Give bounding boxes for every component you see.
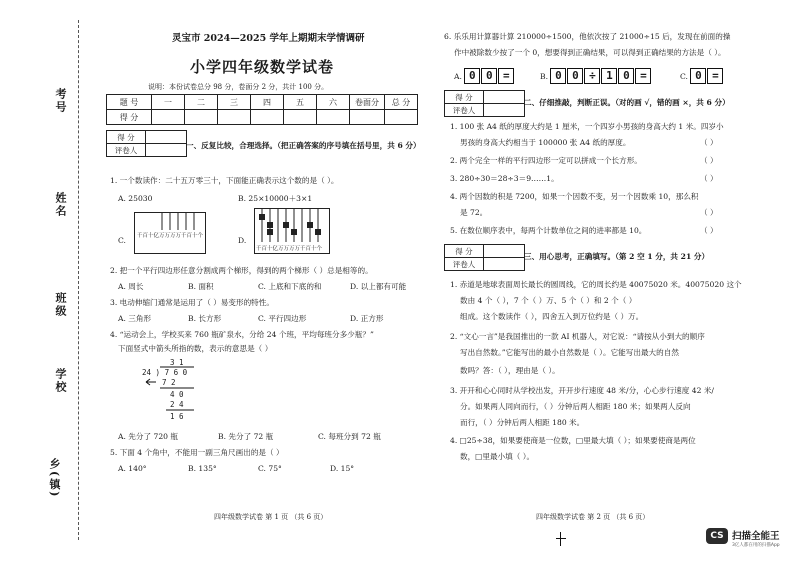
score-input-cell[interactable] <box>317 110 350 125</box>
grader-name-label: 评卷人 <box>445 104 484 117</box>
score-header-cell: 一 <box>152 95 185 110</box>
calc-key: = <box>498 68 514 84</box>
q6-option-a[interactable] <box>454 68 515 84</box>
side-label-kaohao: 考号 <box>54 88 67 114</box>
div-remainder: 1 6 <box>170 412 184 421</box>
section1-title-text: 一、反复比较，合理选择。（把正确答案的序号填在括号里，共 6 分） <box>186 141 421 150</box>
score-input-cell[interactable] <box>251 110 284 125</box>
grader-score-cell[interactable] <box>146 131 187 144</box>
section1-grader-box <box>106 130 187 157</box>
grader-name-label: 评卷人 <box>107 144 146 157</box>
q3-option-d[interactable]: D. 正方形 <box>350 314 384 323</box>
q4-option-b[interactable]: B. 先分了 72 瓶 <box>218 432 274 441</box>
crop-mark-cross <box>556 538 566 539</box>
score-row-label: 得 分 <box>107 110 152 125</box>
grader-name-cell[interactable] <box>146 144 187 157</box>
score-input-cell[interactable] <box>218 110 251 125</box>
q4-stem: 4. “运动会上，学校买来 760 瓶矿泉水，分给 24 个班，平均每班分多少瓶？” <box>110 330 374 339</box>
grader-name-cell[interactable] <box>484 104 525 117</box>
q6-option-b[interactable] <box>540 68 652 84</box>
score-header-cell: 卷面分 <box>350 95 385 110</box>
q2-stem: 2. 把一个平行四边形任意分割成两个梯形，得到的两个梯形（ ）总是相等的。 <box>110 266 373 275</box>
q1-option-a[interactable]: A. 25030 <box>118 194 153 203</box>
fill-1-line2: 数由 4 个（ ），7 个（ ）万、5 个（ ）和 2 个（ ） <box>460 296 637 305</box>
q3-option-b[interactable]: B. 长方形 <box>188 314 222 323</box>
side-label-xingming: 姓名 <box>54 192 67 218</box>
side-label-xuexiao: 学校 <box>54 368 67 394</box>
grader-score-cell[interactable] <box>484 91 525 104</box>
fill-1-line1: 1. 赤道是地球表面周长最长的圆周线，它的周长约是 40075020 米。40075020 这个 <box>450 280 742 289</box>
side-label-xiangzhen: 乡(镇) <box>48 458 61 499</box>
scanner-logo: CS <box>706 528 728 544</box>
grader-score-label: 得 分 <box>445 91 484 104</box>
q6-stem-2: 作中被除数少按了一个 0，想要得到正确结果，可以得到正确结果的方法是（ ）。 <box>454 48 726 57</box>
q2-option-d[interactable]: D. 以上都有可能 <box>350 282 407 291</box>
q1-abacus-c-rods <box>134 212 204 252</box>
score-input-cell[interactable] <box>284 110 317 125</box>
q4-stem-2: 下面竖式中箭头所指的数，表示的意思是（ ） <box>118 344 273 353</box>
q5-option-b[interactable]: B. 135° <box>188 464 217 473</box>
q1-option-d[interactable]: D. <box>238 236 247 245</box>
judge-5: 5. 在数位顺序表中，每两个计数单位之间的进率都是 10。 <box>450 226 647 235</box>
judge-2-answer[interactable]: （ ） <box>700 156 718 165</box>
judge-3: 3. 280÷30＝28÷3＝9……1。 <box>450 174 559 183</box>
calc-key: 0 <box>464 68 480 84</box>
score-header-cell: 题 号 <box>107 95 152 110</box>
calc-key: 0 <box>481 68 497 84</box>
fill-1-line3: 组成。这个数读作（ ），四舍五入到万位约是（ ）万。 <box>460 312 644 321</box>
q3-stem: 3. 电动伸缩门通常是运用了（ ）易变形的特性。 <box>110 298 274 307</box>
judge-1-line2: 男孩的身高大约相当于 100000 张 A4 纸的厚度。 <box>460 138 631 147</box>
score-input-cell[interactable] <box>385 110 418 125</box>
section2-grader-box <box>444 90 525 117</box>
q5-option-d[interactable]: D. 15° <box>330 464 355 473</box>
judge-4-line1: 4. 两个因数的积是 7200，如果一个因数不变，另一个因数乘 10，那么积 <box>450 192 699 201</box>
section3-title: 三、用心思考，正确填写。（第 2 空 1 分，共 21 分） <box>524 252 710 261</box>
fill-4-line1: 4. □25÷38，如果要使商是一位数，□里最大填（ ）；如果要使商是两位 <box>450 436 696 445</box>
score-header-cell: 四 <box>251 95 284 110</box>
judge-1-answer[interactable]: （ ） <box>700 138 718 147</box>
score-input-cell[interactable] <box>350 110 385 125</box>
right-page-footer: 四年级数学试卷 第 2 页 （共 6 页） <box>536 513 650 521</box>
calc-key: 0 <box>567 68 583 84</box>
binding-line <box>78 20 79 540</box>
judge-4-line2: 是 72。 <box>460 208 488 217</box>
judge-3-answer[interactable]: （ ） <box>700 174 718 183</box>
abacus-d-label: 千百十亿万万万万千百十个 <box>256 246 323 252</box>
calc-key: = <box>635 68 651 84</box>
fill-2-line3: 数吗？答：（ ），理由是（ ）。 <box>460 366 560 375</box>
judge-4-answer[interactable]: （ ） <box>700 208 718 217</box>
div-quotient: 3 1 <box>170 358 184 367</box>
score-header-cell: 总 分 <box>385 95 418 110</box>
div-step2: 4 0 <box>170 390 184 399</box>
calc-key: ÷ <box>584 68 600 84</box>
score-table <box>106 94 418 125</box>
judge-5-answer[interactable]: （ ） <box>700 226 718 235</box>
fill-2-line2: 写出自然数。”它能写出的最小自然数是（ ）。它能写出最大的自然 <box>460 348 679 357</box>
q6-option-c[interactable] <box>680 68 724 84</box>
fill-4-line2: 数，□里最小填（ ）。 <box>460 452 535 461</box>
q5-stem: 5. 下面 4 个角中，不能用一副三角尺画出的是（ ） <box>110 448 284 457</box>
q1-option-b[interactable]: B. 25×10000＋3×1 <box>238 194 313 203</box>
crop-mark <box>560 532 561 546</box>
q5-option-a[interactable]: A. 140° <box>118 464 147 473</box>
q1-option-c[interactable]: C. <box>118 236 126 245</box>
calc-key: 0 <box>690 68 706 84</box>
section3-grader-box <box>444 244 525 271</box>
judge-1-line1: 1. 100 张 A4 纸的厚度大约是 1 厘米，一个四岁小男孩的身高大约 1 米。四岁小 <box>450 122 724 131</box>
calc-key: 0 <box>618 68 634 84</box>
fill-3-line2: 分。如果两人同向而行，（ ）分钟后两人相距 180 米；如果两人反向 <box>460 402 691 411</box>
score-header-cell: 六 <box>317 95 350 110</box>
q4-division-lines <box>142 358 212 428</box>
div-step1: 7 2 <box>162 378 176 387</box>
judge-2: 2. 两个完全一样的平行四边形一定可以拼成一个长方形。 <box>450 156 642 165</box>
q4-option-c[interactable]: C. 每班分到 72 瓶 <box>318 432 381 441</box>
calc-key: 1 <box>601 68 617 84</box>
grader-name-label: 评卷人 <box>445 258 484 271</box>
calc-key: 0 <box>550 68 566 84</box>
score-input-cell[interactable] <box>152 110 185 125</box>
score-input-cell[interactable] <box>185 110 218 125</box>
q6-stem: 6. 乐乐用计算器计算 210000÷1500，他依次按了 21000÷15 后，发现在前面的操 <box>444 32 731 41</box>
q1-stem: 1. 一个数读作：二十五万零三十，下面能正确表示这个数的是（ ）。 <box>110 176 339 185</box>
abacus-c-label: 千百十亿万万万万千百十个 <box>137 233 204 239</box>
scanner-tagline: 3亿人都在用的扫描App <box>732 543 780 548</box>
calc-key: = <box>707 68 723 84</box>
section2-title: 二、仔细推敲，判断正误。（对的画 √，错的画 ×，共 6 分） <box>524 98 730 107</box>
q6-option-c-label: C. <box>680 72 688 81</box>
q4-option-a[interactable]: A. 先分了 720 瓶 <box>118 432 179 441</box>
q6-option-b-label: B. <box>540 72 548 81</box>
grader-score-cell[interactable] <box>484 245 525 258</box>
exam-header-line: 灵宝市 2024—2025 学年上期期末学情调研 <box>172 33 365 44</box>
q2-option-a[interactable]: A. 周长 <box>118 282 144 291</box>
score-header-cell: 五 <box>284 95 317 110</box>
side-label-banji: 班级 <box>54 292 67 318</box>
q3-option-a[interactable]: A. 三角形 <box>118 314 152 323</box>
fill-3-line3: 而行，（ ）分钟后两人相距 180 米。 <box>460 418 585 427</box>
exam-note: 说明：本份试卷总分 98 分，卷面分 2 分，共计 100 分。 <box>148 83 329 91</box>
q5-option-c[interactable]: C. 75° <box>258 464 282 473</box>
q6-option-a-label: A. <box>454 72 462 81</box>
section1-title <box>186 140 421 152</box>
scanner-name: 扫描全能王 <box>732 531 780 542</box>
fill-2-line1: 2. “文心一言”是我国推出的一款 AI 机器人，对它说：“请按从小到大的顺序 <box>450 332 705 341</box>
grader-score-label: 得 分 <box>107 131 146 144</box>
left-page-footer: 四年级数学试卷 第 1 页 （共 6 页） <box>214 513 328 521</box>
grader-score-label: 得 分 <box>445 245 484 258</box>
score-header-cell: 三 <box>218 95 251 110</box>
grader-name-cell[interactable] <box>484 258 525 271</box>
div-step3: 2 4 <box>170 400 184 409</box>
exam-title: 小学四年级数学试卷 <box>190 58 335 76</box>
q2-option-b[interactable]: B. 面积 <box>188 282 214 291</box>
score-header-cell: 二 <box>185 95 218 110</box>
q2-option-c[interactable]: C. 上底和下底的和 <box>258 282 322 291</box>
fill-3-line1: 3. 开开和心心同时从学校出发，开开步行速度 48 米/分，心心步行速度 42 米/ <box>450 386 714 395</box>
div-dividend: 24 ) 7 6 0 <box>142 368 188 377</box>
q3-option-c[interactable]: C. 平行四边形 <box>258 314 307 323</box>
